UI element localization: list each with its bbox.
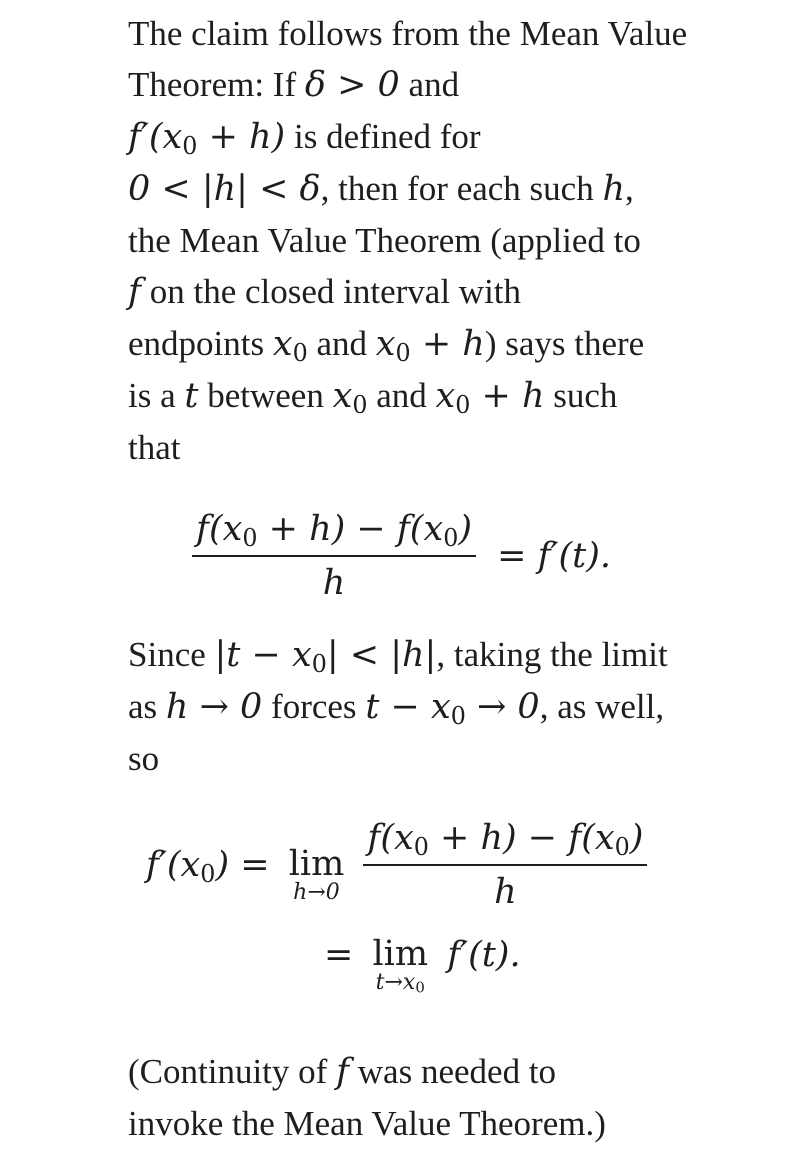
text: and: [399, 65, 460, 104]
math-x0: [332, 376, 368, 419]
limit-word: lim: [288, 844, 345, 884]
fraction-denominator: h: [494, 872, 517, 912]
equation-lhs: [146, 845, 270, 888]
subscript: 0: [292, 338, 308, 367]
text: (Continuity of: [128, 1052, 337, 1091]
subscript: 0: [311, 649, 327, 678]
subscript: 0: [443, 523, 459, 552]
math-part: f(x: [367, 818, 414, 858]
fraction-numerator: [192, 509, 476, 557]
text: that: [128, 428, 181, 467]
limit-subscript: [372, 970, 428, 997]
fraction-numerator: [363, 818, 647, 866]
limit-subscript: h→0: [293, 880, 340, 905]
equation-derivative-limit: [128, 818, 768, 998]
text: Since: [128, 635, 215, 674]
text: ,: [625, 169, 634, 208]
subscript: 0: [413, 832, 429, 861]
math-part: + h: [410, 324, 485, 364]
math-x0-plus-h: [435, 376, 545, 419]
math-f: f: [128, 272, 141, 312]
math-part: | < |h|: [326, 635, 437, 675]
subscript: 0: [415, 978, 425, 997]
subscript: 0: [450, 701, 466, 730]
fraction: [192, 509, 476, 603]
math-part: x: [375, 324, 396, 364]
text: as: [128, 687, 166, 726]
math-part: + h: [470, 376, 545, 416]
text: such: [544, 376, 618, 415]
subscript: 0: [200, 859, 216, 888]
math-x0-plus-h: [375, 324, 485, 367]
math-part: f′(x: [146, 845, 201, 885]
math-abs-t-x0: [214, 635, 437, 678]
math-part: x: [435, 376, 456, 416]
equation-rhs: = f′(t).: [497, 536, 611, 576]
fraction: [363, 818, 647, 912]
proof-document: [128, 8, 768, 1149]
text: so: [128, 739, 160, 778]
subscript: 0: [395, 338, 411, 367]
text: , as well,: [539, 687, 665, 726]
math-h-to-zero: h → 0: [165, 687, 263, 727]
equation-difference-quotient: [128, 509, 768, 619]
text: the Mean Value Theorem (applied to: [128, 221, 641, 260]
subscript: 0: [242, 523, 258, 552]
paragraph-limit-argument: [128, 629, 768, 784]
subscript: 0: [614, 832, 630, 861]
math-part: ): [629, 818, 644, 858]
text: and: [307, 324, 376, 363]
limit-word: lim: [372, 934, 429, 974]
text: on the closed interval with: [140, 272, 522, 311]
text: and: [367, 376, 436, 415]
math-part: t→x: [375, 970, 416, 995]
math-h-range: 0 < |h| < δ: [128, 169, 321, 209]
equation-rhs: f′(t).: [447, 935, 521, 975]
math-part: f′(x: [128, 117, 183, 157]
math-part: ): [458, 509, 472, 549]
text: , taking the limit: [436, 635, 668, 674]
text: endpoints: [128, 324, 273, 363]
math-fprime-x0-h: [128, 117, 286, 160]
text: , then for each such: [320, 169, 603, 208]
limit-h-to-zero: [289, 846, 345, 904]
math-part: → 0: [465, 687, 540, 727]
math-part: x: [332, 376, 353, 416]
limit-t-to-x0: [372, 934, 429, 997]
text: was needed to: [349, 1052, 557, 1091]
math-part: x: [272, 324, 293, 364]
subscript: 0: [352, 390, 368, 419]
math-f: f: [336, 1052, 350, 1092]
math-part: |t − x: [214, 635, 312, 675]
text: ) says there: [484, 324, 645, 363]
text: invoke the Mean Value Theorem.): [128, 1104, 606, 1143]
math-part: + h) − f(x: [257, 509, 444, 549]
math-t-x0-to-zero: [365, 687, 540, 730]
math-part: f(x: [196, 509, 243, 549]
paragraph-continuity-note: [128, 1046, 768, 1149]
text: is a: [128, 376, 185, 415]
text: is defined for: [285, 117, 481, 156]
subscript: 0: [182, 131, 198, 160]
subscript: 0: [455, 390, 471, 419]
text: The claim follows from the Mean Value Theorem: If: [128, 14, 688, 104]
paragraph-mvt-statement: [128, 8, 768, 473]
math-x0: [272, 324, 308, 367]
fraction-denominator: h: [322, 563, 346, 603]
math-part: t − x: [365, 687, 451, 727]
math-h: h: [602, 169, 626, 209]
math-part: + h): [197, 117, 286, 157]
math-delta-positive: δ > 0: [304, 65, 400, 105]
math-part: + h) − f(x: [428, 818, 615, 858]
text: between: [198, 376, 333, 415]
math-t: t: [184, 376, 199, 416]
math-part: ) =: [215, 845, 270, 885]
text: forces: [262, 687, 366, 726]
equals-sign: =: [324, 935, 354, 975]
